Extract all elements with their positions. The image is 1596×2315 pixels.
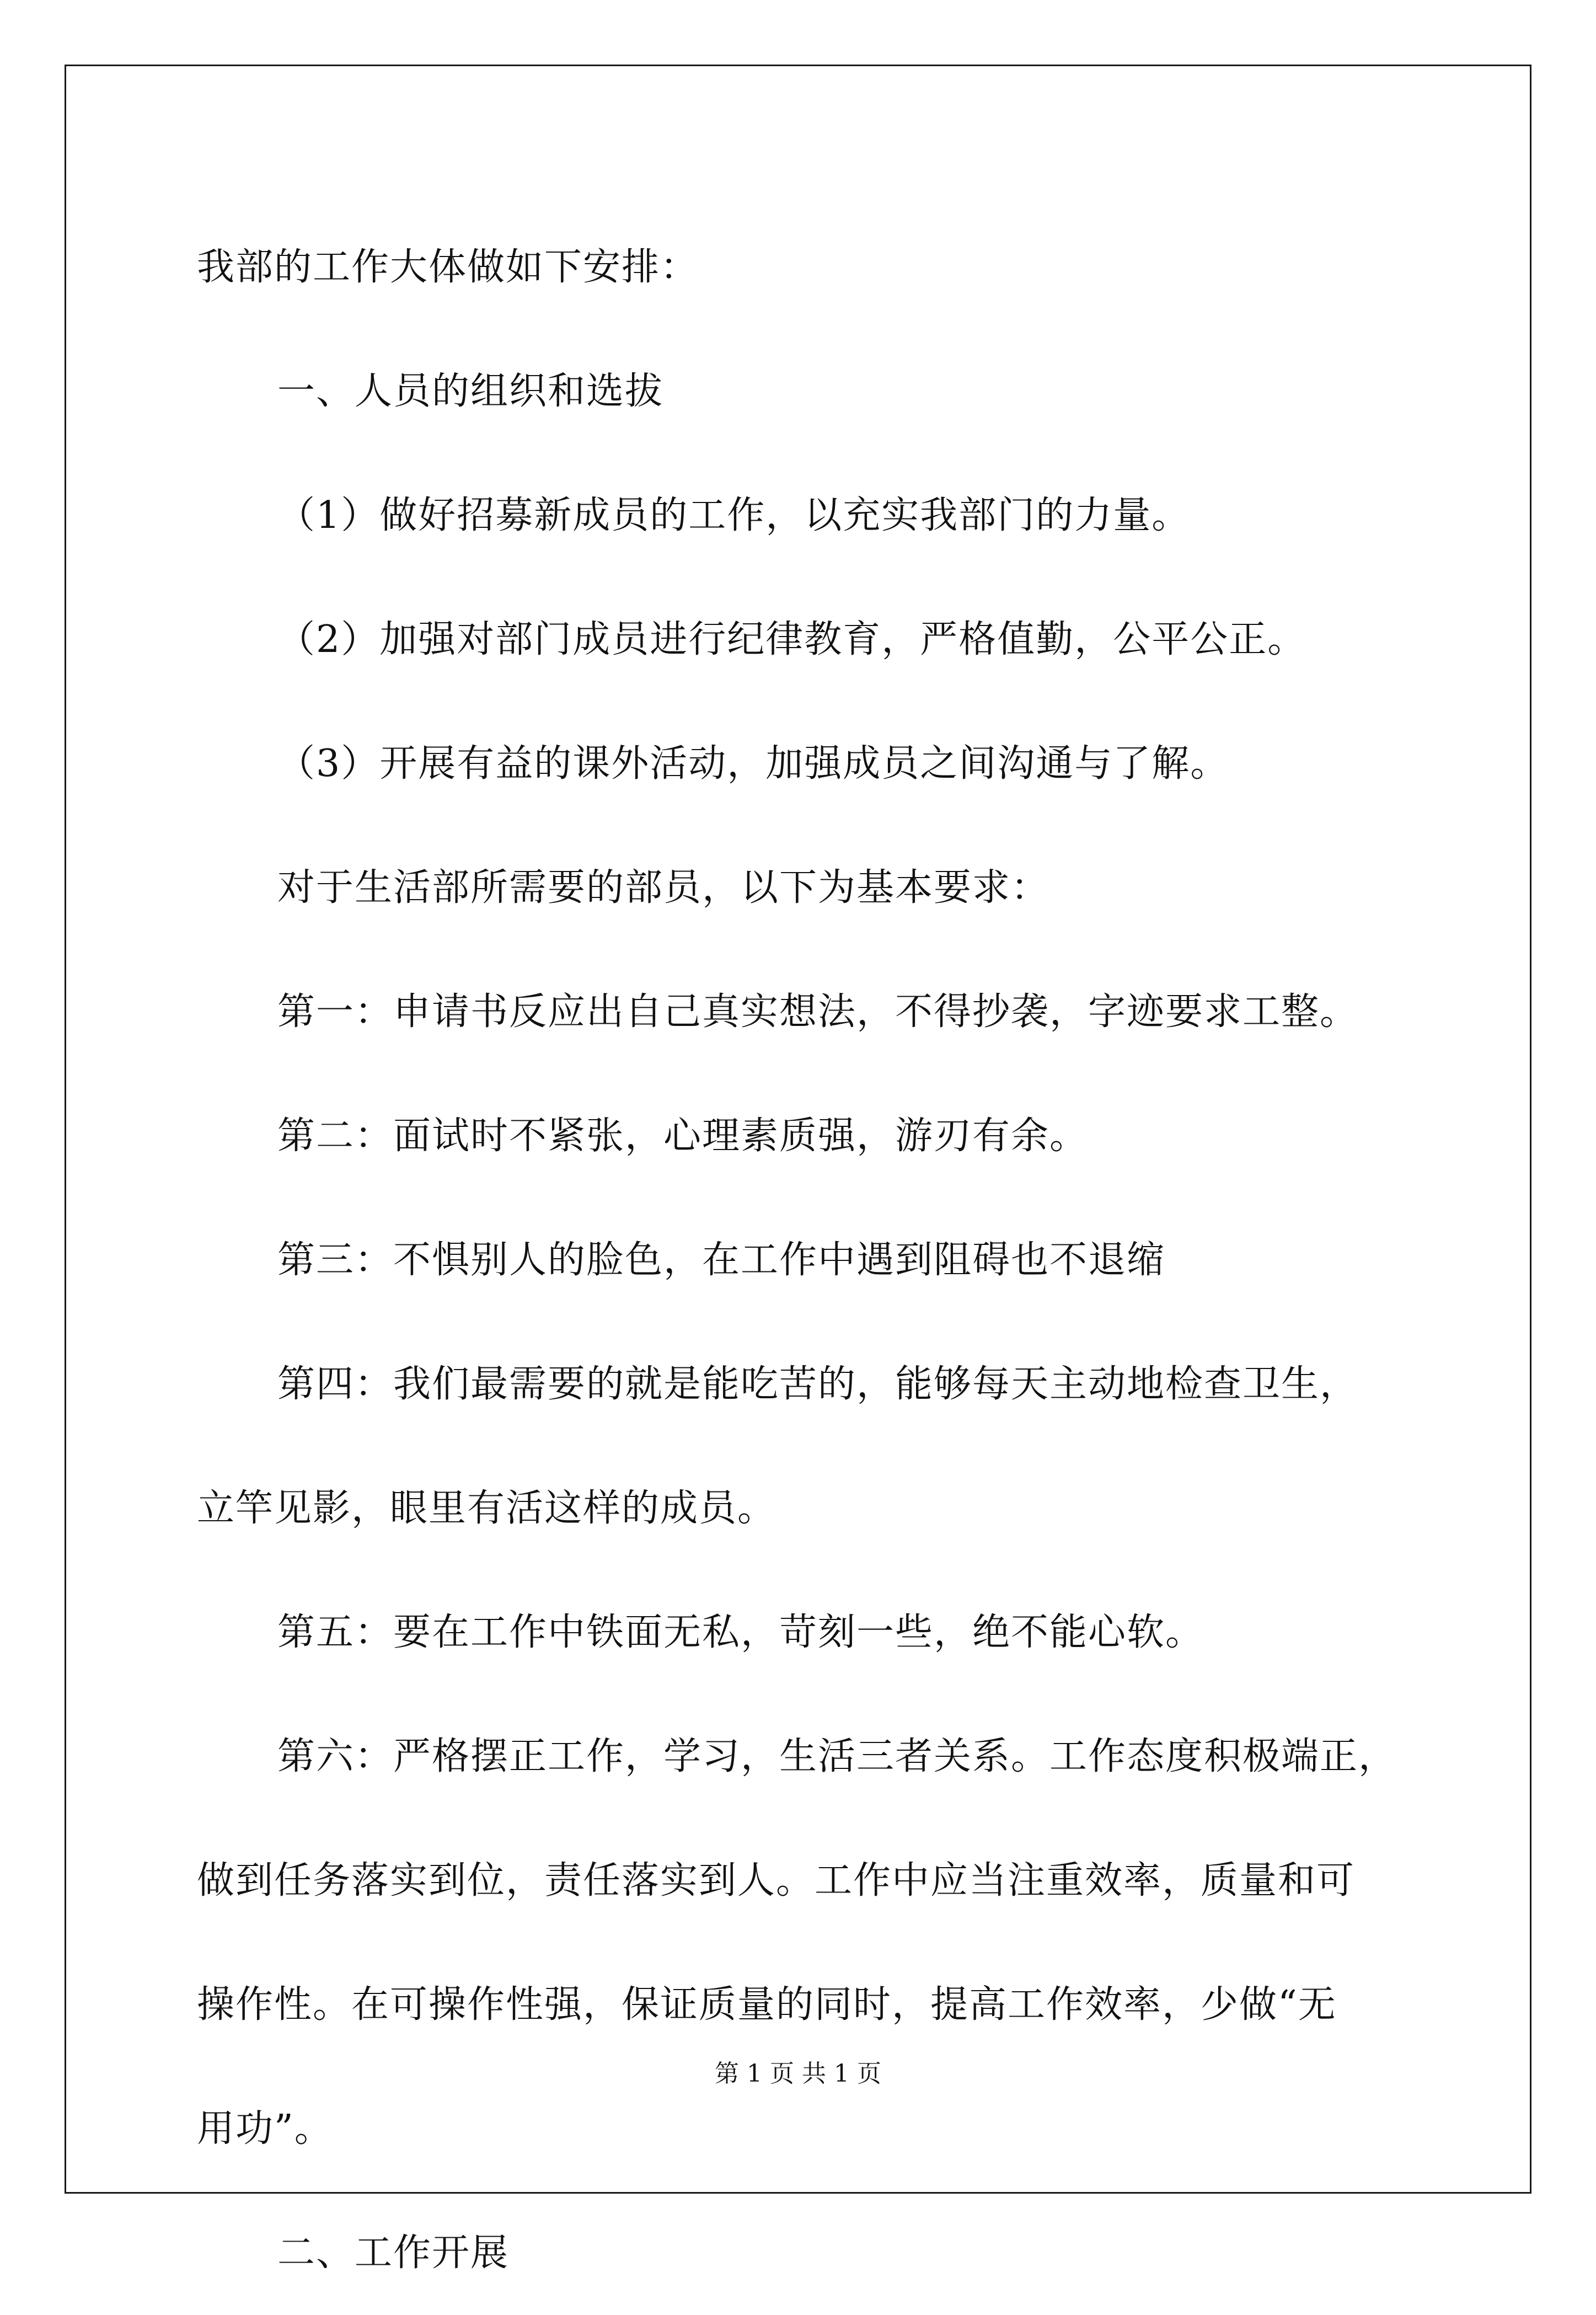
item-extracurricular-activities: （3）开展有益的课外活动，加强成员之间沟通与了解。 bbox=[277, 742, 1229, 785]
requirement-sixth-line-3: 操作性。在可操作性强，保证质量的同时，提高工作效率，少做“无 bbox=[197, 1983, 1337, 2027]
requirement-sixth: 第六：严格摆正工作，学习，生活三者关系。工作态度积极端正， bbox=[277, 1735, 1397, 1778]
requirement-sixth-line-2: 做到任务落实到位，责任落实到人。工作中应当注重效率，质量和可 bbox=[197, 1859, 1356, 1902]
requirement-first: 第一：申请书反应出自己真实想法，不得抄袭，字迹要求工整。 bbox=[277, 990, 1359, 1034]
paragraph-arrangement-intro: 我部的工作大体做如下安排： bbox=[197, 245, 699, 289]
item-recruit-members: （1）做好招募新成员的工作，以充实我部门的力量。 bbox=[277, 494, 1191, 537]
heading-personnel-selection: 一、人员的组织和选拔 bbox=[277, 370, 664, 413]
item-discipline-education: （2）加强对部门成员进行纪律教育，严格值勤，公平公正。 bbox=[277, 618, 1306, 661]
requirement-fourth: 第四：我们最需要的就是能吃苦的，能够每天主动地检查卫生， bbox=[277, 1362, 1359, 1406]
paragraph-requirements-intro: 对于生活部所需要的部员，以下为基本要求： bbox=[277, 866, 1050, 910]
requirement-sixth-line-4: 用功”。 bbox=[197, 2107, 333, 2151]
requirement-fourth-continued: 立竿见影，眼里有活这样的成员。 bbox=[197, 1487, 776, 1530]
requirement-second: 第二：面试时不紧张，心理素质强，游刃有余。 bbox=[277, 1114, 1089, 1158]
document-body bbox=[197, 205, 1443, 2315]
heading-work-development: 二、工作开展 bbox=[277, 2231, 510, 2275]
requirement-third: 第三：不惧别人的脸色，在工作中遇到阻碍也不退缩 bbox=[277, 1238, 1166, 1282]
page-footer: 第 1 页 共 1 页 bbox=[715, 2060, 881, 2088]
requirement-fifth: 第五：要在工作中铁面无私，苛刻一些，绝不能心软。 bbox=[277, 1611, 1204, 1654]
